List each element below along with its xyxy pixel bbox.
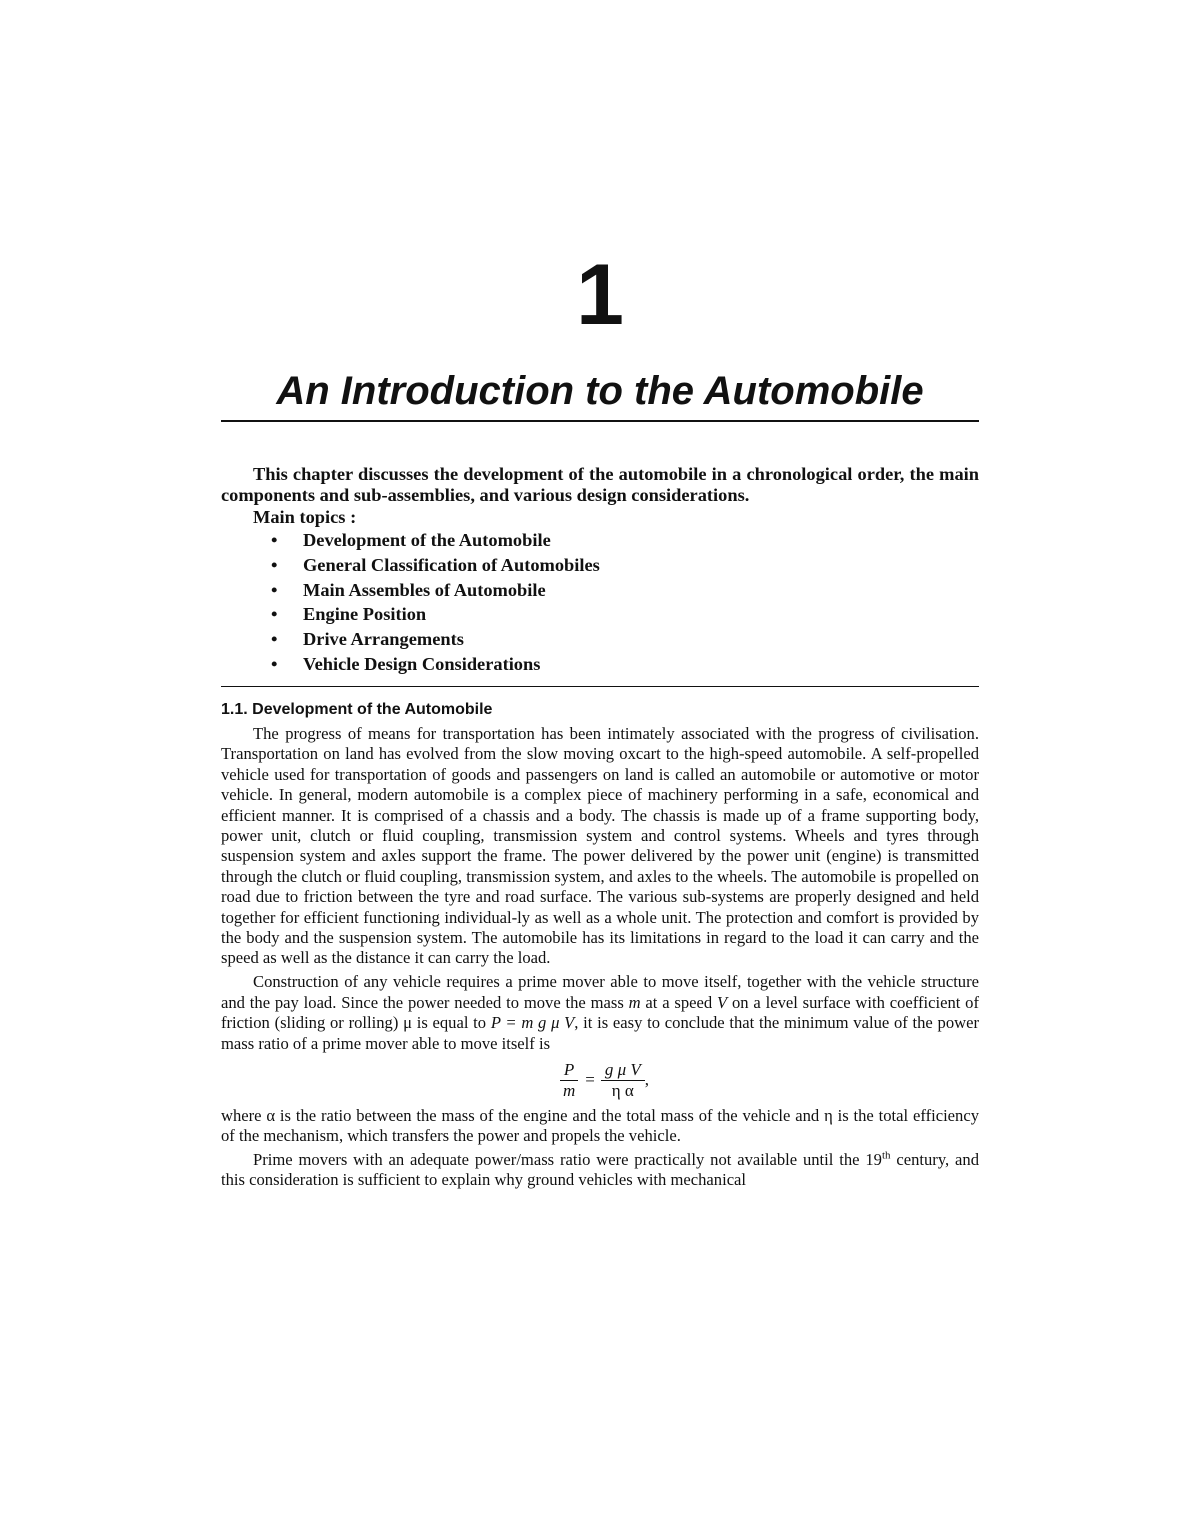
bullet-icon: •: [271, 579, 278, 600]
topic-item: • Vehicle Design Considerations: [271, 652, 979, 677]
chapter-title: An Introduction to the Automobile: [276, 369, 924, 413]
equation-rhs: $\frac{\text{g μ V}}{\text{η α}}$: [601, 1060, 645, 1101]
chapter-summary: This chapter discusses the development of the automobile in a chronological order, the main components and sub-assemblies, and various design considerations.: [221, 464, 979, 505]
intro-divider: [221, 686, 979, 687]
section-heading: 1.1. Development of the Automobile: [221, 701, 493, 718]
bullet-icon: •: [271, 629, 278, 650]
topics-list: [221, 528, 979, 677]
inline-formula: P = m g μ V: [490, 1013, 575, 1033]
topic-item: • Main Assembles of Automobile: [271, 578, 979, 603]
body-paragraph: Prime movers with an adequate power/mass ratio were practically not available until the 19th century, and this consideration is sufficient to explain why ground vehicles with mechanical: [221, 1149, 979, 1190]
bullet-icon: •: [271, 604, 278, 625]
bullet-icon: •: [271, 554, 278, 575]
topic-item: • General Classification of Automobiles: [271, 553, 979, 578]
topics-label: Main topics :: [253, 507, 357, 527]
topic-item: • Engine Position: [271, 602, 979, 627]
topic-item: • Drive Arrangements: [271, 627, 979, 652]
body-paragraph: where α is the ratio between the mass of the engine and the total mass of the vehicle and η is the total efficiency of the mechanism, which transfers the power and propels the vehicle.: [221, 1105, 979, 1145]
chapter-intro: [221, 464, 979, 677]
equals-sign: =: [585, 1070, 595, 1090]
bullet-icon: •: [271, 653, 278, 674]
body-paragraph: The progress of means for transportation has been intimately associated with the progress of civilisation. Transportation on land has evolved from the slow moving oxcart to the high-speed automobile. A self-propelled vehicle used for transportation of goods and passengers on land is called an automobile or automotive or motor vehicle. In general, modern automobile is a complex piece of machinery performing in a safe, economical and efficient manner. It is comprised of a chassis and a body. The chassis is made up of a frame supporting body, power unit, clutch or fluid coupling, transmission system and control systems. Wheels and tyres through suspension system and axles support the frame. The power delivered by the power unit (engine) is transmitted through the clutch or fluid coupling, transmission system, and axles to the wheels. The automobile is propelled on road due to friction between the tyre and road surface. The various sub-systems are properly designed and held together for efficient functioning individual-ly as well as a whole unit. The protection and comfort is provided by the body and the suspension system. The automobile has its limitations in regard to the load it can carry and the speed as well as the distance it can carry the load.: [221, 724, 979, 968]
title-divider: [221, 420, 979, 422]
bullet-icon: •: [271, 530, 278, 550]
equation-lhs: $\frac{P}{m}$: [559, 1060, 579, 1101]
chapter-number: 1: [576, 247, 624, 343]
topic-item: • Development of the Automobile: [271, 528, 979, 553]
section-body: [221, 724, 979, 1194]
power-mass-equation: [221, 1058, 979, 1104]
equation-comma: ,: [644, 1070, 650, 1090]
body-paragraph: Construction of any vehicle requires a prime mover able to move itself, together with the vehicle structure and the pay load. Since the power needed to move the mass m at a speed V on a level surface with coefficient of friction (sliding or rolling) μ is equal to P = m g μ V, it is easy to conclude that the minimum value of the power mass ratio of a prime mover able to move itself is: [221, 972, 980, 1053]
